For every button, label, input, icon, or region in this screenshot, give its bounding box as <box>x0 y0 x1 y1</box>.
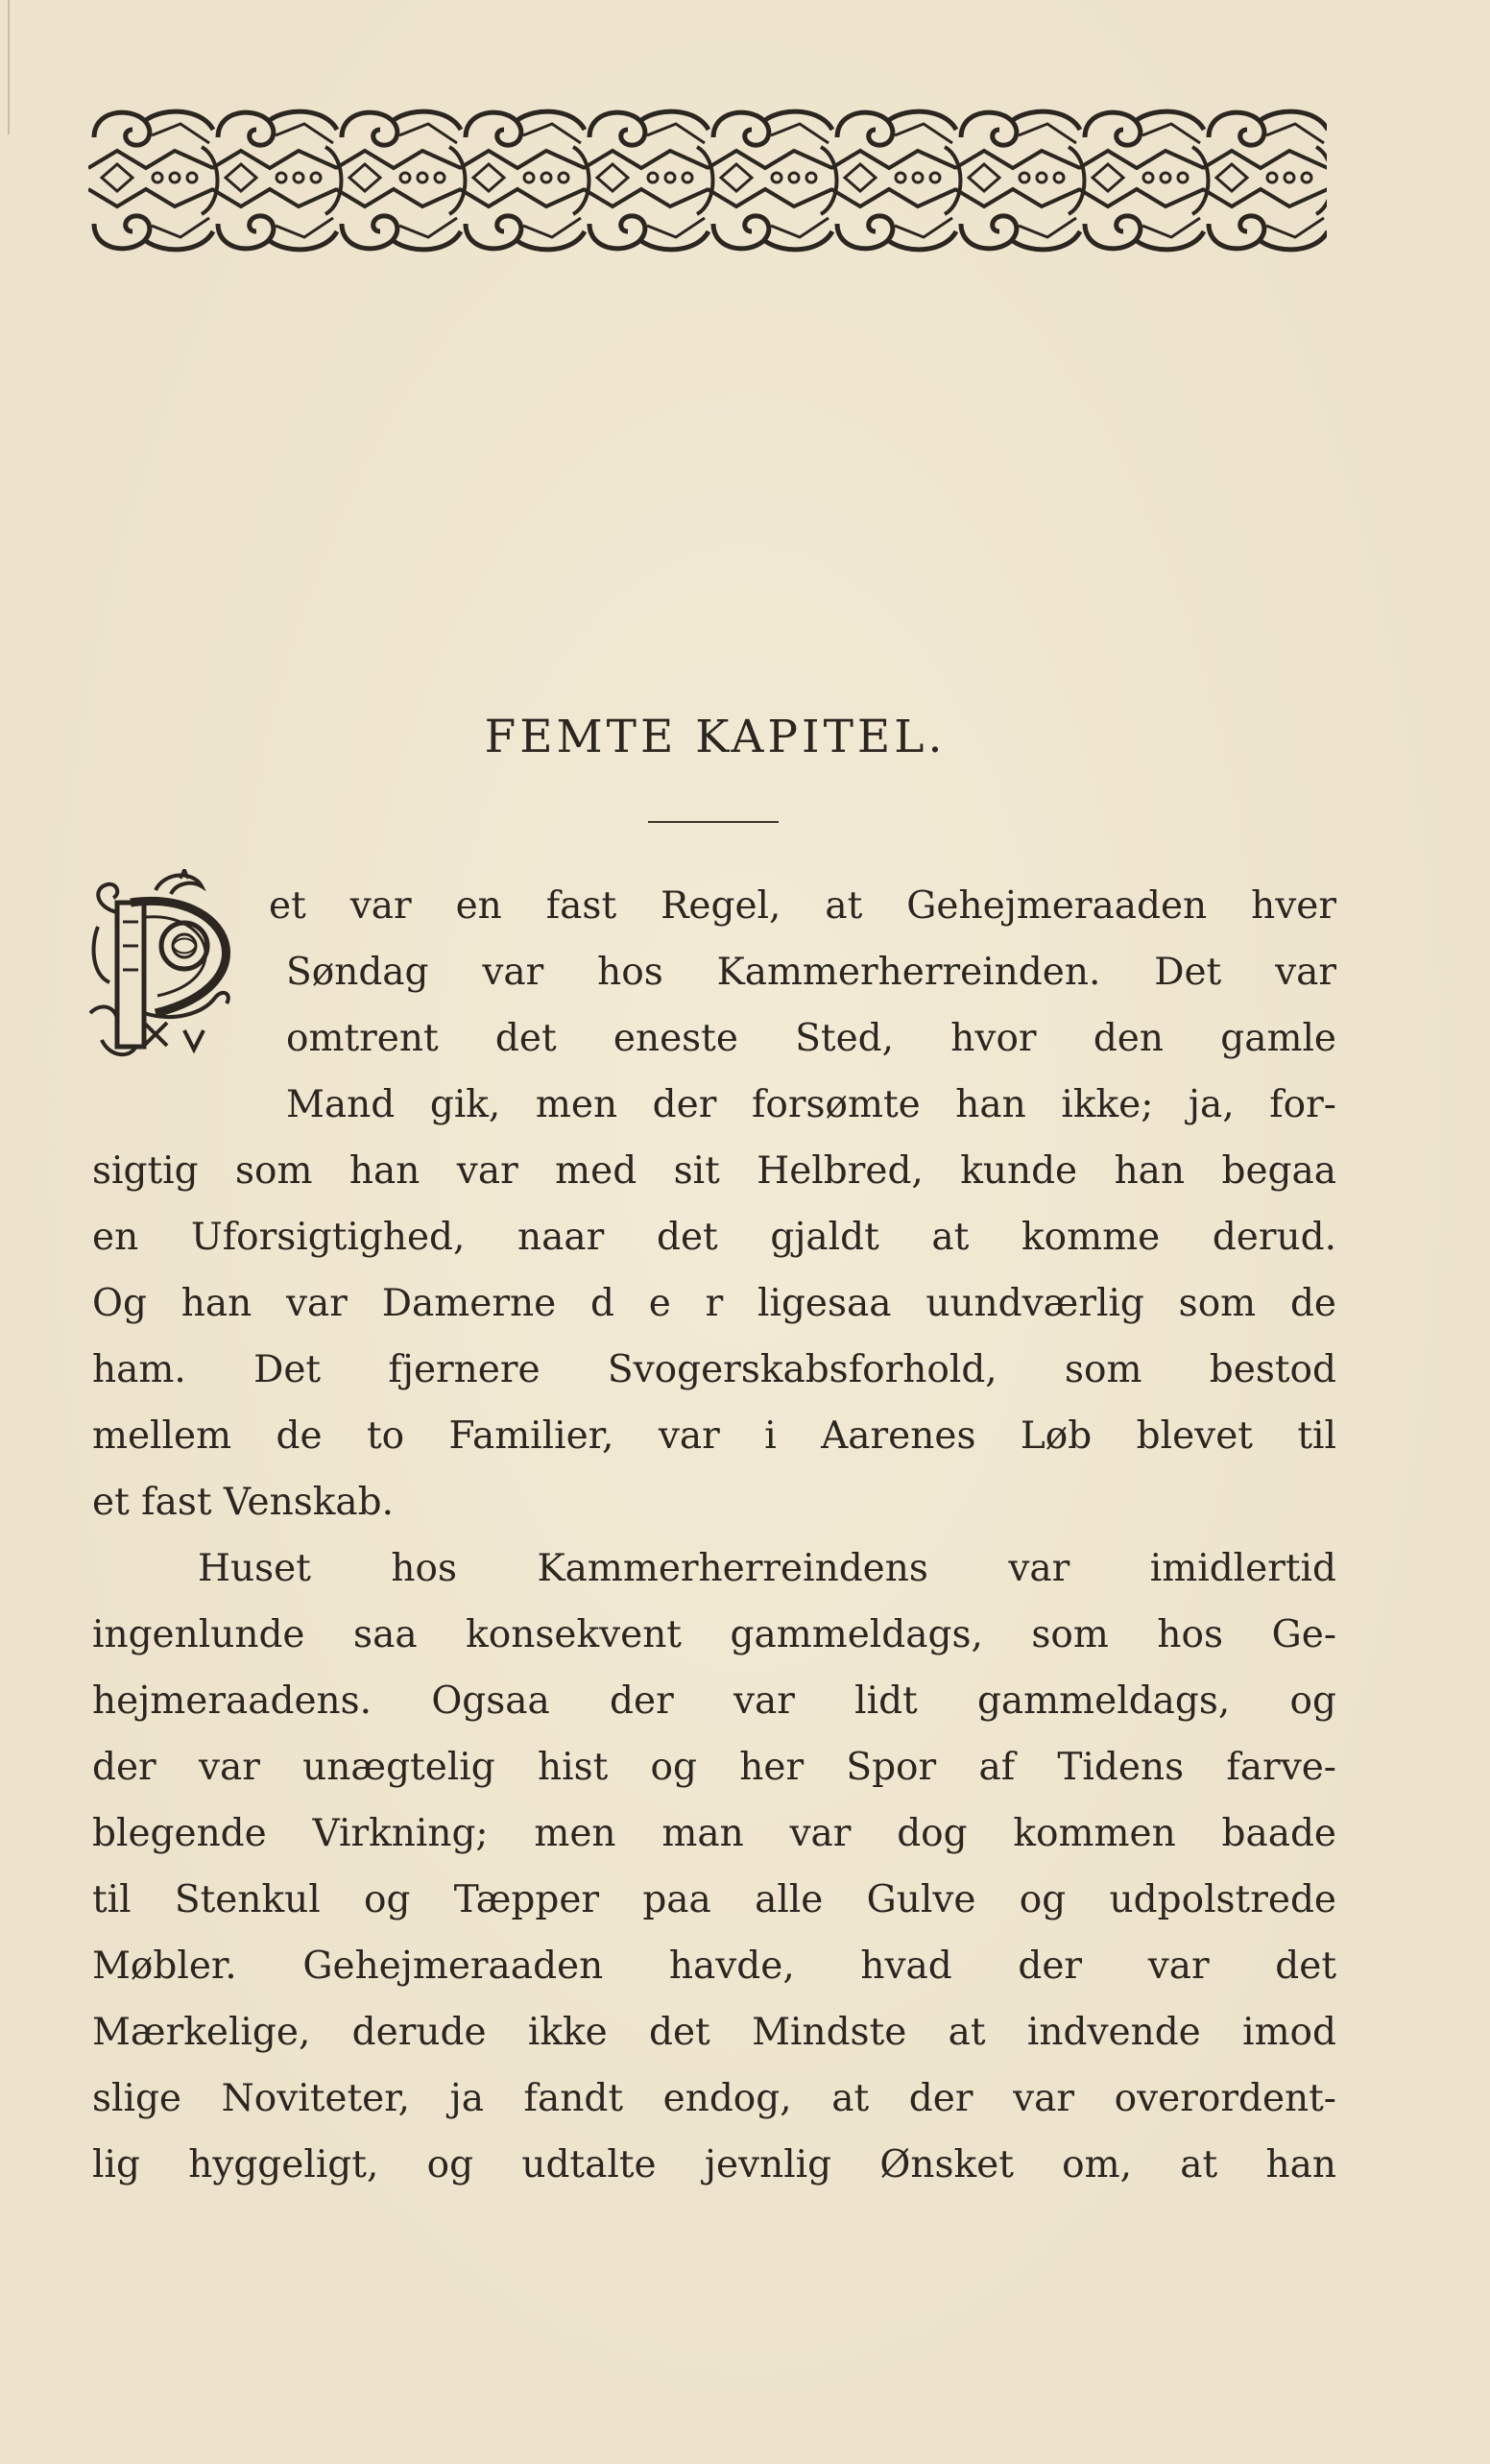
text-line-8: ham. Det fjernere Svogerskabsforhold, som bestod <box>92 1348 1336 1391</box>
text-line-11: Huset hos Kammerherreindens var imidlertid <box>198 1547 1336 1590</box>
text-line-6: en Uforsigtighed, naar det gjaldt at komme derud. <box>92 1216 1336 1259</box>
text-line-15: blegende Virkning; men man var dog kommen baade <box>92 1812 1336 1855</box>
text-line-5: sigtig som han var med sit Helbred, kunde han begaa <box>92 1149 1336 1193</box>
text-line-17: Møbler. Gehejmeraaden havde, hvad der var det <box>92 1945 1336 1988</box>
text-line-3: omtrent det eneste Sted, hvor den gamle <box>286 1017 1336 1060</box>
text-line-18: Mærkelige, derude ikke det Mindste at indvende imod <box>92 2011 1336 2054</box>
text-line-9: mellem de to Familier, var i Aarenes Løb blevet til <box>92 1414 1336 1458</box>
text-line-20: lig hyggeligt, og udtalte jevnlig Ønsket om, at han <box>92 2143 1336 2186</box>
text-line-10: et fast Venskab. <box>92 1481 394 1524</box>
text-line-16: til Stenkul og Tæpper paa alle Gulve og udpolstrede <box>92 1878 1336 1921</box>
page-gutter-line <box>8 0 10 134</box>
text-line-14: der var unægtelig hist og her Spor af Tidens farve- <box>92 1746 1336 1789</box>
text-line-2: Søndag var hos Kammerherreinden. Det var <box>286 951 1336 994</box>
text-line-1: et var en fast Regel, at Gehejmeraaden hver <box>269 884 1336 928</box>
chapter-title: FEMTE KAPITEL. <box>484 711 947 763</box>
text-line-4: Mand gik, men der forsømte han ikke; ja, for- <box>286 1083 1336 1126</box>
text-line-12: ingenlunde saa konsekvent gammeldags, som hos Ge- <box>92 1613 1336 1656</box>
title-rule <box>648 821 779 823</box>
text-line-19: slige Noviteter, ja fandt endog, at der var overordent- <box>92 2077 1336 2120</box>
header-ornament <box>88 101 1327 259</box>
text-line-7: Og han var Damerne d e r ligesaa uundværlig som de <box>92 1282 1336 1325</box>
text-line-13: hejmeraadens. Ogsaa der var lidt gammeldags, og <box>92 1679 1336 1723</box>
drop-cap-d <box>88 869 271 1071</box>
